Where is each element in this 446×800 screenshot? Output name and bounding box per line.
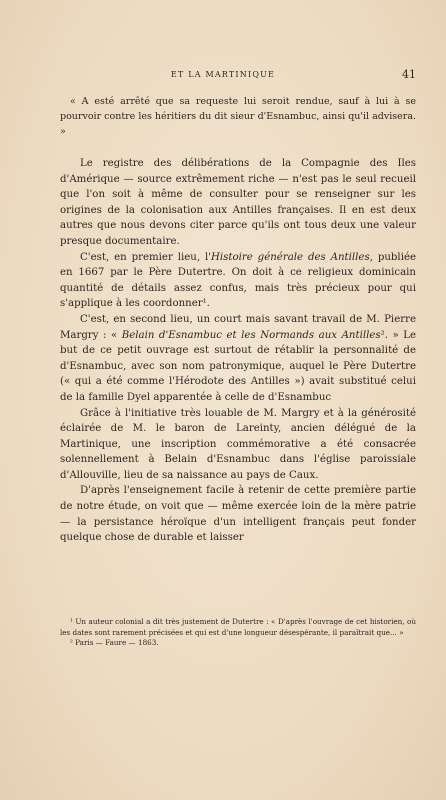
running-title: ET LA MARTINIQUE bbox=[170, 70, 276, 79]
paragraph-dutertre-pre: C'est, en premier lieu, l' bbox=[80, 251, 212, 263]
paragraph-inscription: Grâce à l'initiative très louable de M. Margry et à la générosité éclairée de M. le baron de Lareinty, ancien délégué de la Martinique, une inscription commémorative a été consacrée solennellement à Belain d'Esnambuc dans l'église paroissiale d'Allouville, lieu de sa naissance au pays de Caux. bbox=[60, 407, 416, 481]
page-number: 41 bbox=[402, 68, 416, 81]
paragraph-margry bbox=[60, 312, 416, 406]
book-title-histoire: Histoire générale des Antilles bbox=[211, 251, 370, 263]
paragraph-margry-pre: C'est, en second lieu, un court mais savant travail de M. Pierre Margry : « bbox=[60, 313, 416, 341]
paragraph-margry-post: ². » Le but de ce petit ouvrage est surtout de rétablir la personnalité de d'Esnambuc, avec son nom patronymique, auquel le Père Dutertre (« qui a été comme l'Hérodote des Antilles ») avait substitué celui de la famille Dyel apparentée à celle de d'Esnambuc bbox=[60, 329, 417, 403]
paragraph-dutertre-post: , publiée en 1667 par le Père Dutertre. On doit à ce religieux dominicain quantité de détails assez confus, mais très précieux pour qui s'applique à les coordonner¹. bbox=[60, 251, 417, 310]
paragraph-conclusion: D'après l'enseignement facile à retenir de cette première partie de notre étude, on voit que — même exercée loin de la mère patrie — la persistance héroïque d'un intelligent français peut fonder quelque chose de durable et laisser bbox=[60, 485, 416, 544]
footnote-2: ² Paris — Faure — 1863. bbox=[70, 638, 159, 647]
paragraph-compagnie-registry: Le registre des délibérations de la Compagnie des Iles d'Amérique — source extrêmement riche — n'est pas le seul recueil que l'on soit à même de consulter pour se renseigner sur les origines de la colonisation aux Antilles françaises. Il en est deux autres que nous devons citer parce qu'ils ont tous deux une valeur presque documentaire. bbox=[60, 158, 416, 247]
paragraph-dutertre bbox=[60, 250, 416, 312]
body-text bbox=[60, 148, 416, 546]
footnote-1: ¹ Un auteur colonial a dit très justement de Dutertre : « D'après l'ouvrage de cet historien, où les dates sont rarement précisées et qui est d'une longueur désespérante, il paraîtrait que... » bbox=[60, 617, 416, 637]
quoted-decision: « A esté arrêté que sa requeste lui seroit rendue, sauf à lui à se pourvoir contre les héritiers du dit sieur d'Esnambuc, ainsi qu'il advisera. » bbox=[60, 96, 416, 137]
book-title-belain: Belain d'Esnambuc et les Normands aux Antilles bbox=[121, 329, 381, 341]
footnotes bbox=[60, 617, 416, 649]
page-header bbox=[0, 70, 446, 84]
